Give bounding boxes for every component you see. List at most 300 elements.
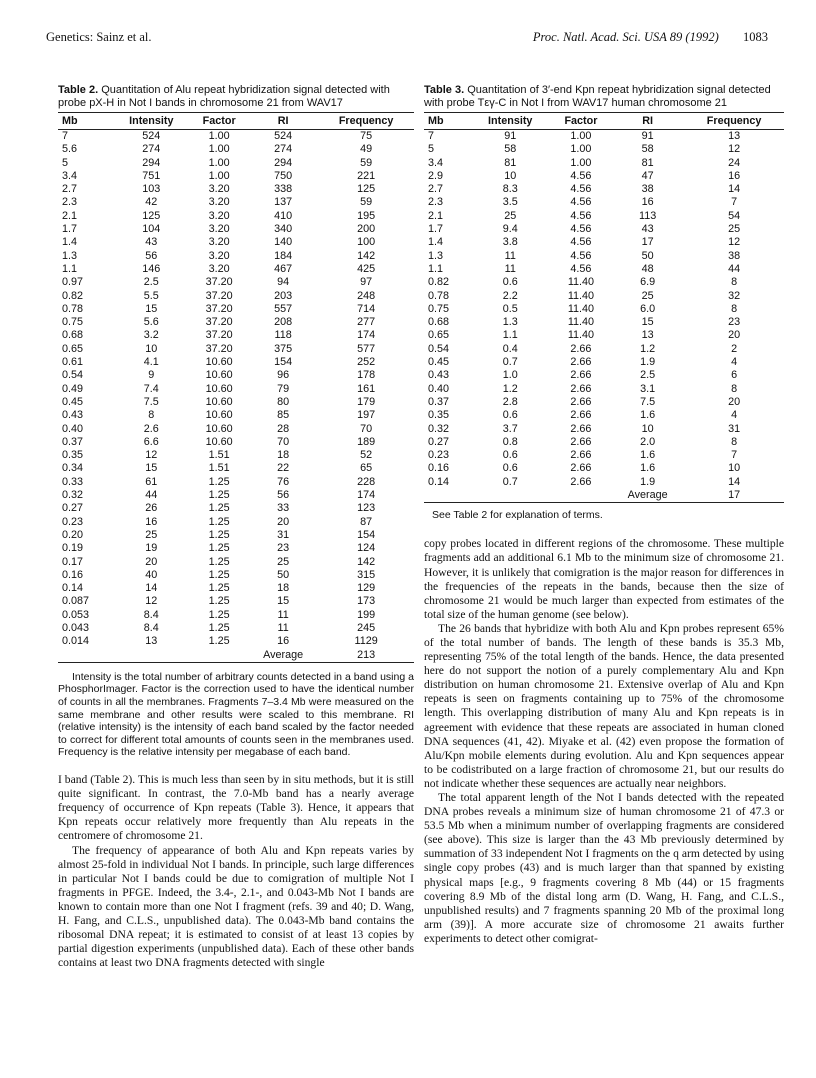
table-cell: 245 — [357, 621, 376, 634]
table-cell: 44 — [728, 262, 741, 275]
table-cell: 125 — [357, 183, 376, 196]
table-cell: 0.68 — [62, 329, 84, 342]
page-number: 1083 — [743, 30, 768, 44]
table-row — [58, 157, 414, 170]
table-cell: 178 — [357, 369, 376, 382]
average-value: 17 — [684, 489, 784, 503]
table-row — [424, 409, 784, 422]
table-cell: 5 — [62, 156, 69, 169]
table-cell: 11.40 — [567, 329, 595, 342]
table-row — [424, 476, 784, 489]
table-cell: 2.66 — [570, 475, 592, 488]
table-cell: 0.43 — [62, 409, 84, 422]
table-cell: 87 — [360, 515, 373, 528]
table-cell: 0.043 — [62, 621, 90, 634]
table-cell: 5.6 — [62, 143, 78, 156]
table-row — [58, 476, 414, 489]
table-cell: 6.0 — [640, 302, 656, 315]
table-cell: 42 — [145, 196, 158, 209]
table-cell: 0.7 — [502, 475, 518, 488]
table-row — [58, 290, 414, 303]
table-cell: 0.75 — [62, 316, 84, 329]
table-cell: 12 — [145, 595, 158, 608]
table-cell: 17 — [641, 236, 654, 249]
table-cell: 2.1 — [428, 209, 444, 222]
table-cell: 24 — [728, 156, 741, 169]
table-cell: 2.66 — [570, 422, 592, 435]
table-cell: 2.9 — [428, 169, 444, 182]
table-cell: 1.3 — [502, 316, 518, 329]
table-cell: 16 — [145, 515, 158, 528]
average-label: Average — [611, 489, 684, 503]
table-row — [58, 502, 414, 515]
table-cell: 81 — [504, 156, 517, 169]
table-cell: 425 — [357, 262, 376, 275]
table-cell: 26 — [145, 502, 158, 515]
table-cell: 23 — [728, 316, 741, 329]
table-cell: 79 — [277, 382, 290, 395]
average-label: Average — [248, 649, 318, 663]
table-cell: 2.2 — [502, 289, 518, 302]
table-cell: 50 — [277, 568, 290, 581]
table-cell: 3.20 — [208, 183, 230, 196]
table-cell: 113 — [639, 209, 657, 222]
table-cell: 13 — [641, 329, 654, 342]
table-cell: 19 — [145, 542, 158, 555]
table-cell: 9.4 — [502, 223, 518, 236]
table-cell: 20 — [728, 329, 741, 342]
table-cell: 4.56 — [570, 169, 592, 182]
table-cell: 59 — [360, 196, 373, 209]
table-cell: 524 — [142, 130, 161, 142]
table-row — [58, 263, 414, 276]
table-cell: 7.5 — [143, 395, 159, 408]
table-cell: 0.6 — [502, 449, 518, 462]
table-cell: 4.56 — [570, 236, 592, 249]
table-cell: 0.40 — [62, 422, 84, 435]
journal-citation: Proc. Natl. Acad. Sci. USA 89 (1992) — [532, 30, 719, 44]
table-cell: 91 — [504, 130, 517, 142]
table-cell: 4.56 — [570, 209, 592, 222]
table-row — [424, 263, 784, 276]
table-cell: 58 — [504, 143, 517, 156]
table-cell: 25 — [145, 528, 158, 541]
table-cell: 0.45 — [62, 395, 84, 408]
right-column — [424, 84, 784, 946]
table-cell: 1.00 — [570, 156, 592, 169]
table-cell: 54 — [728, 209, 741, 222]
table-cell: 1.9 — [640, 356, 656, 369]
table-cell: 197 — [357, 409, 376, 422]
table-cell: 4.1 — [143, 356, 159, 369]
table-cell: 524 — [274, 130, 293, 142]
table-cell: 0.087 — [62, 595, 90, 608]
table-cell: 2.0 — [640, 435, 656, 448]
table-cell: 2.6 — [143, 422, 159, 435]
table-cell: 1.25 — [208, 582, 230, 595]
table-cell: 11.40 — [567, 316, 595, 329]
table-row — [424, 316, 784, 329]
table-cell: 4.56 — [570, 249, 592, 262]
table-cell: 16 — [641, 196, 654, 209]
table-cell: 96 — [277, 369, 290, 382]
table-cell: 49 — [360, 143, 373, 156]
table-row — [58, 516, 414, 529]
table-cell: 97 — [360, 276, 373, 289]
table-row — [58, 130, 414, 144]
table-cell: 274 — [274, 143, 293, 156]
table-cell: 1.25 — [208, 475, 230, 488]
table-cell: 104 — [142, 223, 161, 236]
column-header: RI — [248, 113, 318, 130]
table3-header-row — [424, 113, 784, 130]
table-cell: 18 — [277, 449, 290, 462]
table-cell: 37.20 — [205, 302, 233, 315]
table-cell: 1.51 — [208, 449, 230, 462]
table-cell: 37.20 — [205, 276, 233, 289]
table-row — [58, 582, 414, 595]
table-cell: 248 — [357, 289, 376, 302]
table-cell: 0.23 — [62, 515, 84, 528]
table-row — [58, 556, 414, 569]
table-cell: 0.6 — [502, 462, 518, 475]
table-row — [58, 569, 414, 582]
table-cell: 8 — [731, 382, 738, 395]
table-row — [58, 196, 414, 209]
table-cell: 0.65 — [428, 329, 450, 342]
table-cell: 1.3 — [62, 249, 78, 262]
table-cell: 3.20 — [208, 209, 230, 222]
table-cell: 199 — [357, 608, 376, 621]
table-cell: 20 — [145, 555, 158, 568]
table-cell: 47 — [641, 169, 654, 182]
table-cell: 12 — [728, 236, 741, 249]
table-row — [424, 250, 784, 263]
table-cell: 80 — [277, 395, 290, 408]
table-cell: 1.25 — [208, 528, 230, 541]
table-cell: 13 — [728, 130, 741, 142]
table-cell: 18 — [277, 582, 290, 595]
table-cell: 28 — [277, 422, 290, 435]
table-cell: 3.7 — [502, 422, 518, 435]
table-cell: 1.00 — [208, 156, 230, 169]
table-cell: 1.25 — [208, 515, 230, 528]
left-body-text — [58, 773, 414, 970]
table2-header-row — [58, 113, 414, 130]
table-cell: 3.4 — [428, 156, 444, 169]
table-cell: 0.54 — [428, 342, 450, 355]
table-cell: 174 — [357, 329, 376, 342]
table-cell: 25 — [277, 555, 290, 568]
table-cell: 154 — [274, 356, 293, 369]
table-row — [58, 462, 414, 475]
table-cell: 11 — [504, 249, 516, 262]
table-row — [58, 383, 414, 396]
table-row — [424, 329, 784, 342]
table-row — [424, 236, 784, 249]
table-cell: 11 — [277, 621, 289, 634]
table-row — [424, 130, 784, 144]
table-cell: 25 — [641, 289, 654, 302]
empty-cell — [190, 649, 248, 663]
table-cell: 5.5 — [143, 289, 159, 302]
table-cell: 14 — [145, 582, 158, 595]
table-row — [58, 595, 414, 608]
table-cell: 0.75 — [428, 302, 450, 315]
table-cell: 1.4 — [428, 236, 444, 249]
table-cell: 8.4 — [143, 621, 159, 634]
table-cell: 7 — [428, 130, 435, 142]
table-cell: 0.78 — [62, 302, 84, 315]
table-row — [58, 529, 414, 542]
table-cell: 274 — [142, 143, 161, 156]
table-cell: 2.66 — [570, 435, 592, 448]
table-row — [58, 183, 414, 196]
table-cell: 8 — [731, 435, 738, 448]
table-cell: 2.66 — [570, 369, 592, 382]
table-cell: 48 — [641, 262, 654, 275]
table-cell: 0.65 — [62, 342, 84, 355]
table-cell: 340 — [274, 223, 293, 236]
table-row — [424, 183, 784, 196]
table-row — [58, 236, 414, 249]
table-cell: 154 — [357, 528, 376, 541]
table-row — [424, 157, 784, 170]
table-row — [58, 303, 414, 316]
table-cell: 15 — [145, 302, 158, 315]
table-cell: 252 — [357, 356, 376, 369]
paragraph: copy probes located in different regions of the chromosome. These multiple fragments add an additional 6.1 Mb to the minimum size of chromosome 21. However, it is unlikely that comigration is the major reason for differences in the frequencies of the repeats in the bands, because then the size of chromosome 21 would be much larger than expected from estimates of the total size of the human genome (see below). — [424, 537, 784, 621]
table-cell: 0.35 — [62, 449, 84, 462]
table-cell: 714 — [357, 302, 376, 315]
table-cell: 85 — [277, 409, 290, 422]
table-cell: 1.25 — [208, 608, 230, 621]
table-cell: 12 — [145, 449, 158, 462]
table-row — [58, 223, 414, 236]
table-cell: 2.66 — [570, 409, 592, 422]
table-cell: 208 — [274, 316, 293, 329]
table-cell: 43 — [145, 236, 158, 249]
table-cell: 2.66 — [570, 356, 592, 369]
table-cell: 118 — [274, 329, 292, 342]
table-cell: 0.014 — [62, 635, 90, 648]
table-cell: 0.37 — [62, 435, 84, 448]
table-cell: 2.7 — [428, 183, 444, 196]
table-cell: 8 — [148, 409, 155, 422]
table-cell: 1.1 — [62, 262, 78, 275]
table-cell: 10.60 — [205, 382, 233, 395]
table-row — [58, 622, 414, 635]
table-cell: 4.56 — [570, 196, 592, 209]
table-cell: 0.20 — [62, 528, 84, 541]
table-cell: 14 — [728, 183, 741, 196]
table-cell: 0.82 — [62, 289, 84, 302]
table-cell: 1.25 — [208, 621, 230, 634]
table-cell: 2.7 — [62, 183, 78, 196]
table-cell: 4.56 — [570, 262, 592, 275]
table-cell: 410 — [274, 209, 293, 222]
table-cell: 10.60 — [205, 395, 233, 408]
table-cell: 2.3 — [428, 196, 444, 209]
table-row — [424, 290, 784, 303]
table-cell: 8.4 — [143, 608, 159, 621]
table-row — [58, 343, 414, 356]
table-row — [424, 343, 784, 356]
table-row — [424, 449, 784, 462]
table-cell: 6 — [731, 369, 738, 382]
table-cell: 10.60 — [205, 356, 233, 369]
table-cell: 37.20 — [205, 316, 233, 329]
table-cell: 0.053 — [62, 608, 90, 621]
column-header: Factor — [551, 113, 611, 130]
table-row — [58, 423, 414, 436]
table-cell: 38 — [728, 249, 741, 262]
table-row — [58, 250, 414, 263]
table-cell: 33 — [277, 502, 290, 515]
table-cell: 2 — [731, 342, 738, 355]
table-cell: 577 — [357, 342, 376, 355]
table-cell: 0.61 — [62, 356, 84, 369]
table-cell: 0.40 — [428, 382, 450, 395]
column-header: RI — [611, 113, 684, 130]
table-cell: 10 — [641, 422, 654, 435]
table-cell: 0.6 — [502, 276, 518, 289]
table-cell: 0.97 — [62, 276, 84, 289]
table-cell: 43 — [641, 223, 654, 236]
table-cell: 0.32 — [428, 422, 450, 435]
table-cell: 8 — [731, 276, 738, 289]
table-cell: 10 — [728, 462, 741, 475]
table-cell: 3.20 — [208, 249, 230, 262]
paragraph: The 26 bands that hybridize with both Alu and Kpn probes represent 65% of the total number of bands. The length of these bands is 35.3 Mb, representing 75% of the total length of the bands. Hence, the data presented here do not support the notion of a purely complementary Alu and Kpn distribution on human chromosome 21. Extensive overlap of Alu and Kpn repeats is seen on fragments containing up to 75% of the chromosome length. This overlapping distribution of many Alu and Kpn repeats is in agreement with evidence that these repeats are associated in human cloned DNA sequences (41, 42). Miyake et al. (42) even propose the formation of Alu/Kpn mobile elements during evolution. Alu and Kpn sequences appear to be codistributed on a large fraction of chromosome 21, but our results do not indicate whether these sequences are actually near neighbors. — [424, 621, 784, 790]
table-row — [424, 170, 784, 183]
table-cell: 0.16 — [62, 568, 84, 581]
table-row — [58, 356, 414, 369]
table-cell: 20 — [277, 515, 290, 528]
table-row — [58, 489, 414, 502]
table-cell: 203 — [274, 289, 293, 302]
table-cell: 1.25 — [208, 635, 230, 648]
table-row — [424, 436, 784, 449]
table-cell: 32 — [728, 289, 741, 302]
table-cell: 10 — [145, 342, 158, 355]
table-cell: 140 — [274, 236, 293, 249]
table-cell: 0.43 — [428, 369, 450, 382]
table-cell: 0.37 — [428, 395, 450, 408]
table-cell: 1.25 — [208, 542, 230, 555]
table-cell: 11 — [504, 262, 516, 275]
table-cell: 0.4 — [502, 342, 518, 355]
table-row — [424, 196, 784, 209]
empty-cell — [424, 489, 470, 503]
table-cell: 15 — [145, 462, 158, 475]
table-cell: 142 — [357, 249, 376, 262]
table-cell: 3.1 — [640, 382, 656, 395]
table-cell: 0.7 — [502, 356, 518, 369]
table-cell: 315 — [357, 568, 376, 581]
table-cell: 37.20 — [205, 342, 233, 355]
table-row — [424, 143, 784, 156]
right-body-text — [424, 537, 784, 946]
table-cell: 11.40 — [567, 276, 595, 289]
table-cell: 6.9 — [640, 276, 656, 289]
average-row — [424, 489, 784, 503]
empty-cell — [551, 489, 611, 503]
table-cell: 189 — [357, 435, 376, 448]
column-header: Mb — [58, 113, 112, 130]
table-row — [424, 423, 784, 436]
table-cell: 125 — [142, 209, 161, 222]
table-cell: 294 — [142, 156, 161, 169]
table-cell: 76 — [277, 475, 290, 488]
table-cell: 1.1 — [502, 329, 518, 342]
table-cell: 1.51 — [208, 462, 230, 475]
table-cell: 1.0 — [502, 369, 518, 382]
table-cell: 467 — [274, 262, 293, 275]
column-header: Intensity — [112, 113, 190, 130]
table-cell: 0.6 — [502, 409, 518, 422]
table-cell: 7 — [62, 130, 69, 142]
table-cell: 16 — [728, 169, 741, 182]
table-cell: 142 — [357, 555, 376, 568]
table-cell: 4 — [731, 409, 738, 422]
table3-body — [424, 130, 784, 503]
table-cell: 221 — [357, 169, 376, 182]
table-cell: 14 — [728, 475, 741, 488]
table-cell: 103 — [142, 183, 161, 196]
table-cell: 200 — [357, 223, 376, 236]
table-cell: 0.35 — [428, 409, 450, 422]
table-cell: 7.4 — [143, 382, 159, 395]
table2-footnote: Intensity is the total number of arbitrary counts detected in a band using a PhosphorImager. Factor is the correction used to have the identical number of counts in all the membranes. Fragments 7–3.4 Mb were measured on the same membrane and other results were scaled to this membrane. RI (relative intensity) is the intensity of each band scaled by the factor needed to correct for different total amounts of counts seen in the membranes used. Frequency is the relative intensity per megabase of each band. — [58, 670, 414, 759]
table-cell: 146 — [142, 262, 161, 275]
table-cell: 31 — [277, 528, 290, 541]
table-cell: 2.66 — [570, 462, 592, 475]
table-cell: 1129 — [354, 635, 378, 648]
table-row — [58, 316, 414, 329]
table-cell: 22 — [277, 462, 290, 475]
paragraph: The total apparent length of the Not I bands detected with the repeated DNA probes reveals a minimum size of human chromosome 21 of 47.3 or 53.5 Mb when a minimum number of overlapping fragments are considered (see above). This size is larger than the 43 Mb previously determined by summation of 33 independent Not I fragments on the q arm detected by using single copy probes (43) and is much larger than that spanned by existing physical maps [e.g., 9 fragments covering 8 Mb (44) or 15 fragments covering 8.9 Mb of the distal long arm (D. Wang, H. Fang, and C.L.S., unpublished results) and 7 fragments spanning 20 Mb of the proximal long arm (39)]. A more accurate size of chromosome 21 awaits further experiments to detect other comigrat- — [424, 791, 784, 945]
table-cell: 10.60 — [205, 409, 233, 422]
table3-caption: Table 3. Quantitation of 3′-end Kpn repeat hybridization signal detected with probe Tεγ-C in Not I from WAV17 human chromosome 21 — [424, 84, 771, 109]
table-cell: 129 — [357, 582, 376, 595]
table-cell: 10.60 — [205, 369, 233, 382]
table-cell: 3.5 — [502, 196, 518, 209]
table-row — [58, 635, 414, 648]
table-cell: 7 — [731, 196, 738, 209]
table-cell: 16 — [277, 635, 290, 648]
table-cell: 1.2 — [502, 382, 518, 395]
column-header: Intensity — [470, 113, 551, 130]
table-cell: 1.9 — [640, 475, 656, 488]
table-cell: 195 — [357, 209, 376, 222]
table-cell: 2.66 — [570, 449, 592, 462]
table-cell: 0.14 — [428, 475, 450, 488]
table3 — [424, 112, 784, 503]
table-cell: 161 — [357, 382, 376, 395]
table-cell: 0.54 — [62, 369, 84, 382]
table-cell: 124 — [357, 542, 376, 555]
table-cell: 11 — [277, 608, 289, 621]
table-cell: 31 — [728, 422, 741, 435]
table-cell: 0.78 — [428, 289, 450, 302]
table-cell: 1.25 — [208, 595, 230, 608]
table-cell: 1.25 — [208, 555, 230, 568]
table-cell: 2.3 — [62, 196, 78, 209]
table-cell: 1.6 — [640, 409, 656, 422]
table-cell: 0.82 — [428, 276, 450, 289]
table-cell: 8 — [731, 302, 738, 315]
